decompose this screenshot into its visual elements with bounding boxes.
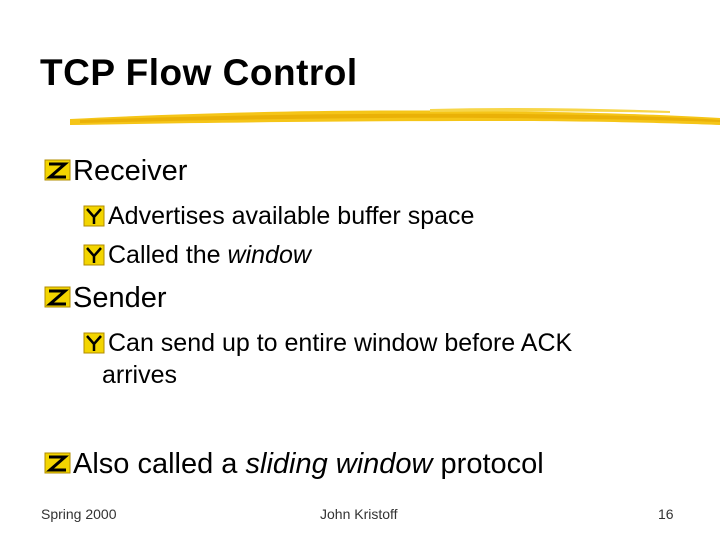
bullet-text-suffix: protocol xyxy=(432,448,544,480)
bullet-text: Receiver xyxy=(73,155,188,187)
subbullet-text: Can send up to entire window before ACK xyxy=(108,329,573,357)
y-checkbox-icon xyxy=(83,205,105,227)
bullet-sender xyxy=(44,282,167,315)
title-underline-brushstroke xyxy=(70,103,720,133)
y-checkbox-icon xyxy=(83,332,105,354)
y-checkbox-icon xyxy=(83,244,105,266)
z-checkbox-icon xyxy=(44,286,71,308)
subbullet-text: Called the xyxy=(108,241,228,269)
z-checkbox-icon xyxy=(44,159,71,181)
subbullet-advertises xyxy=(83,201,474,232)
bullet-text: Also called a xyxy=(73,448,246,480)
footer-author: John Kristoff xyxy=(320,506,398,522)
z-checkbox-icon xyxy=(44,452,71,474)
bullet-sliding-window xyxy=(44,448,544,481)
subbullet-continuation: arrives xyxy=(102,361,178,389)
subbullet-called-window xyxy=(83,240,311,271)
bullet-italic-term: sliding window xyxy=(245,448,433,480)
slide-title: TCP Flow Control xyxy=(40,52,358,93)
bullet-text: Sender xyxy=(73,282,167,314)
bullet-receiver xyxy=(44,155,187,188)
subbullet-can-send xyxy=(83,328,572,359)
footer-date: Spring 2000 xyxy=(41,506,117,522)
footer-page-number: 16 xyxy=(658,506,674,522)
subbullet-text: Advertises available buffer space xyxy=(108,202,475,230)
subbullet-italic-term: window xyxy=(227,241,311,269)
